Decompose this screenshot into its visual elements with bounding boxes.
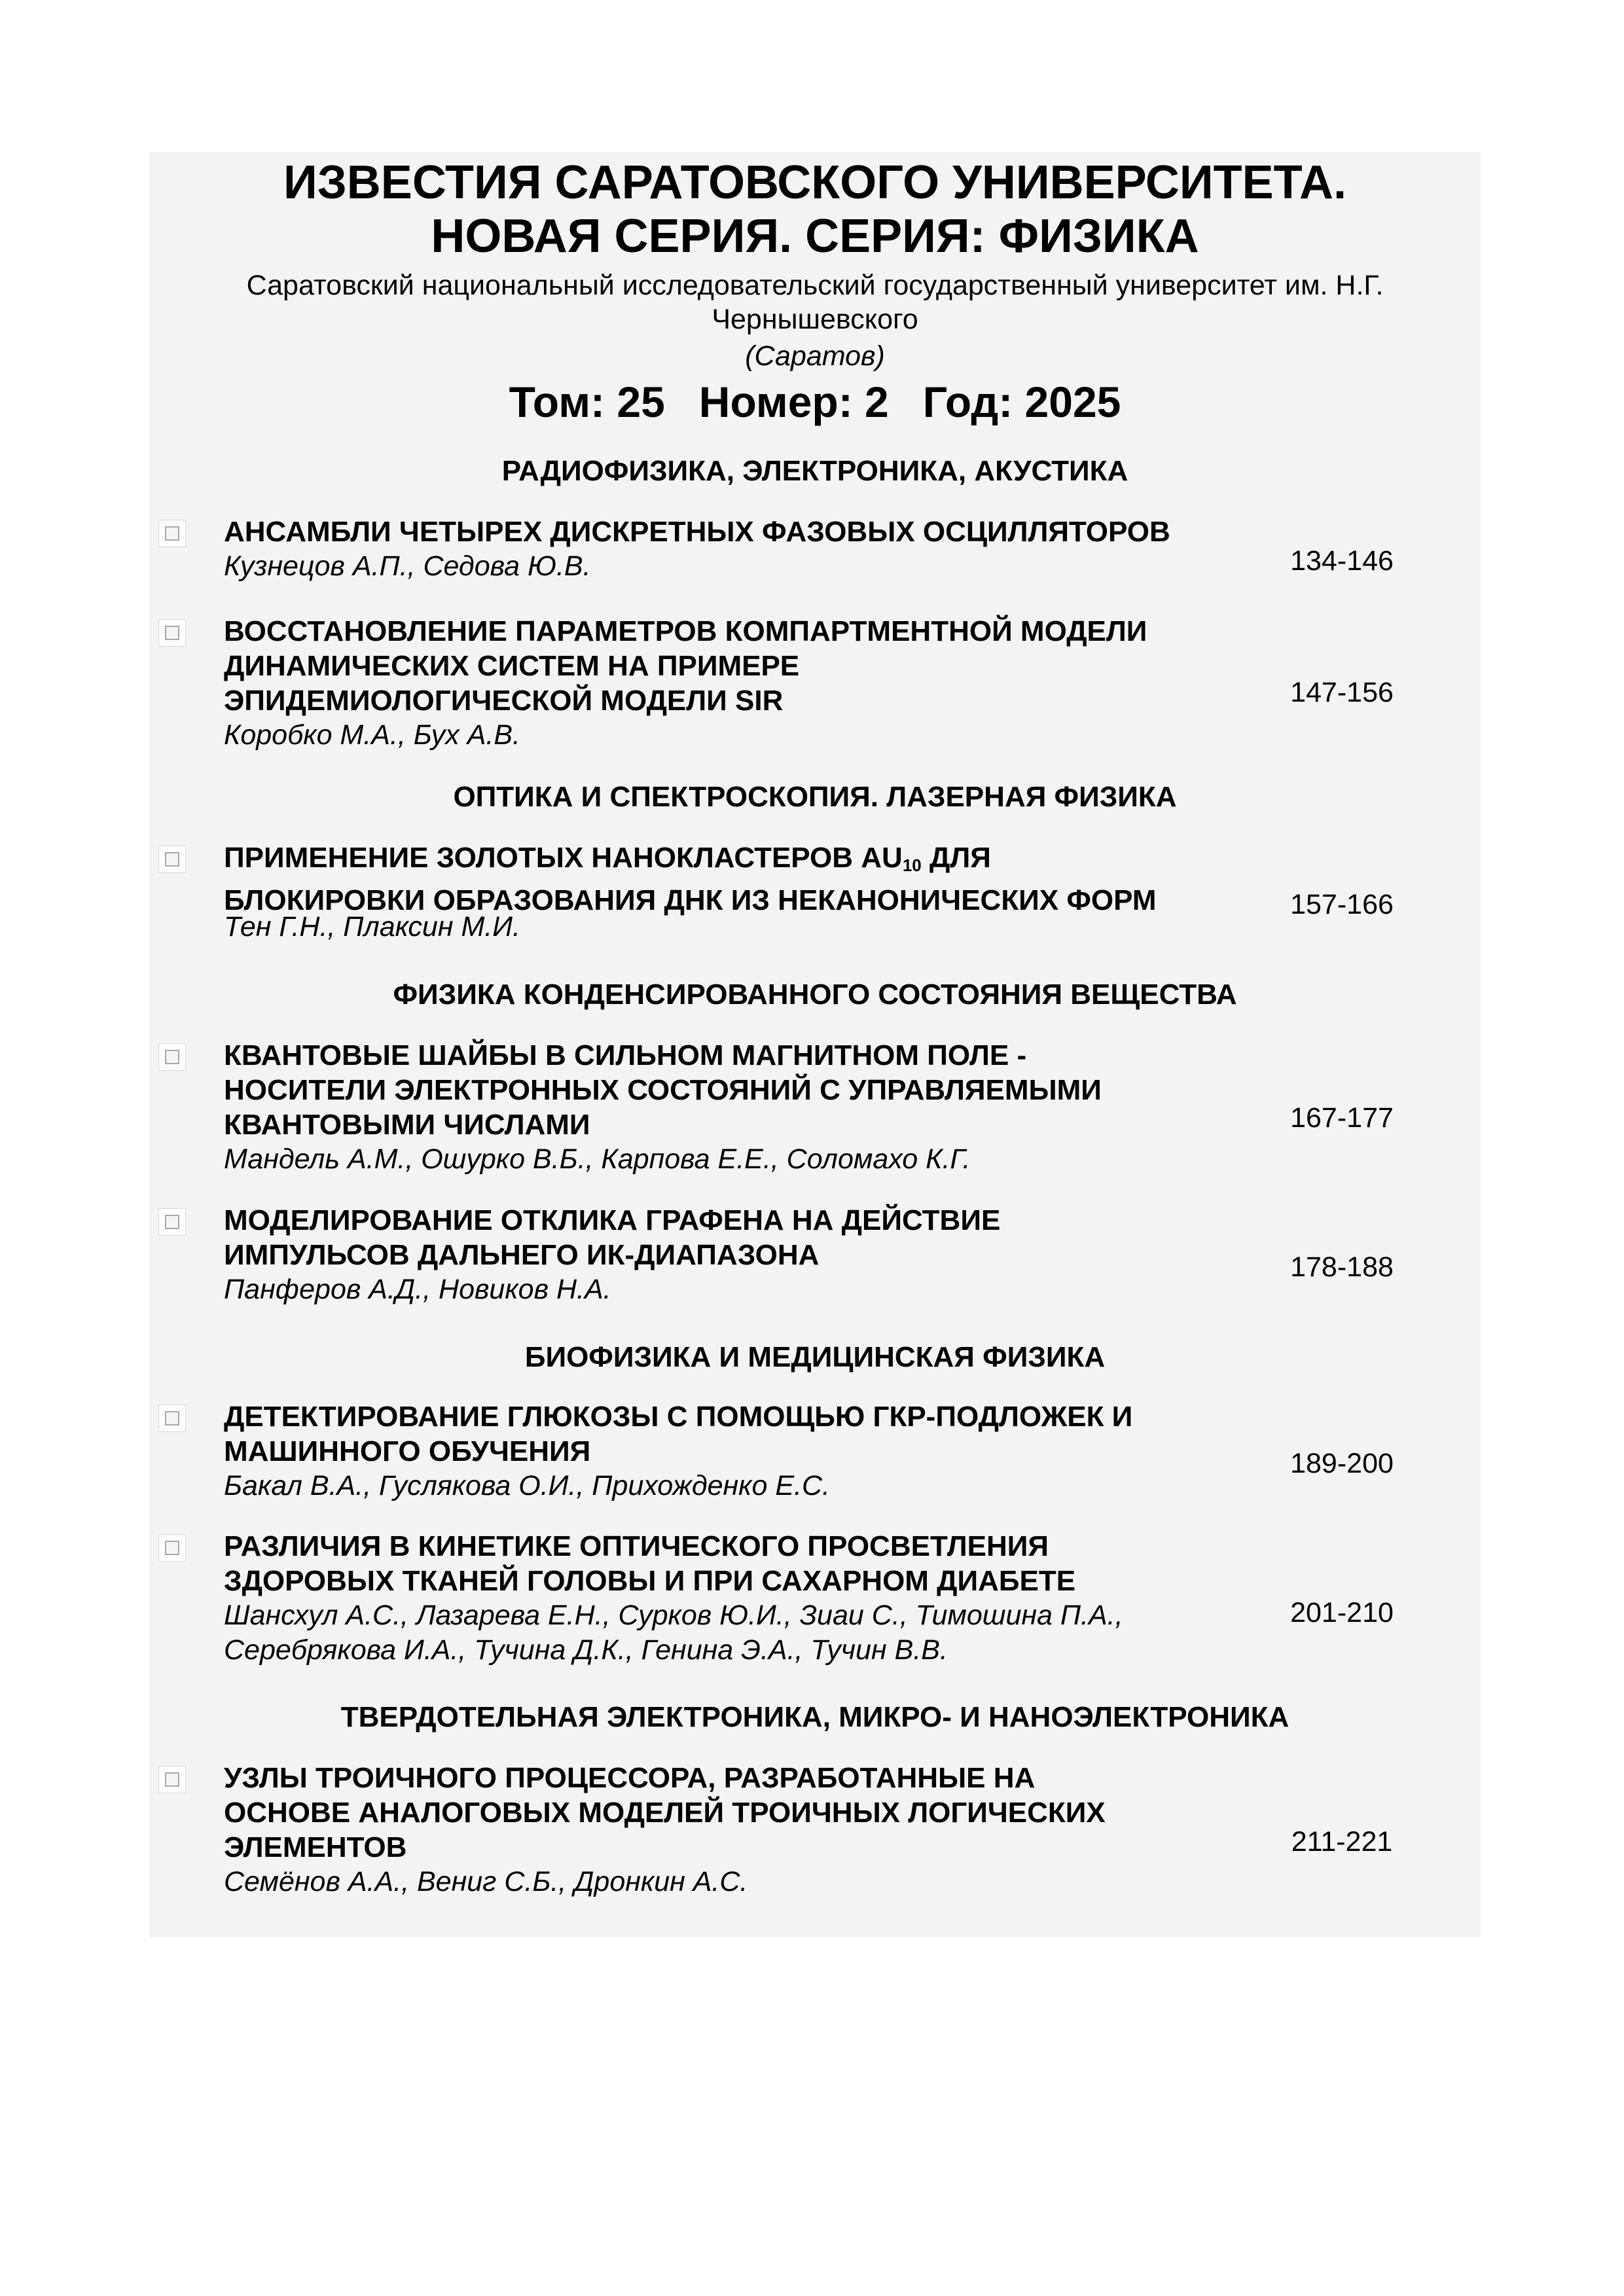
article-authors: [224, 1865, 1245, 1899]
authors-line: Коробко М.А., Бух А.В.: [224, 719, 520, 751]
journal-title: [149, 156, 1481, 263]
article-title-line: ДЕТЕКТИРОВАНИЕ ГЛЮКОЗЫ С ПОМОЩЬЮ ГКР-ПОДЛОЖЕК И: [224, 1401, 1133, 1433]
article-pages: 134-146: [1290, 545, 1394, 577]
article-title-line: ВОССТАНОВЛЕНИЕ ПАРАМЕТРОВ КОМПАРТМЕНТНОЙ МОДЕЛИ: [224, 615, 1147, 647]
article-checkbox[interactable]: [158, 1043, 186, 1071]
article-title-line: ЭПИДЕМИОЛОГИЧЕСКОЙ МОДЕЛИ SIR: [224, 685, 784, 717]
article-title-line: КВАНТОВЫЕ ШАЙБЫ В СИЛЬНОМ МАГНИТНОМ ПОЛЕ -: [224, 1039, 1027, 1071]
article-title-line: ЗДОРОВЫХ ТКАНЕЙ ГОЛОВЫ И ПРИ САХАРНОМ ДИАБЕТЕ: [224, 1565, 1076, 1597]
article-checkbox[interactable]: [158, 1534, 186, 1562]
volume: Том: 25: [509, 378, 665, 426]
journal-title-line: НОВАЯ СЕРИЯ. СЕРИЯ: ФИЗИКА: [431, 210, 1199, 262]
article-pages: 201-210: [1290, 1597, 1394, 1628]
authors-line: Серебрякова И.А., Тучина Д.К., Генина Э.А., Тучин В.В.: [224, 1634, 948, 1666]
article-checkbox[interactable]: [158, 619, 186, 647]
article-title[interactable]: [224, 1529, 1245, 1598]
article-checkbox[interactable]: [158, 520, 186, 547]
authors-line: Тен Г.Н., Плаксин М.И.: [224, 911, 520, 942]
article-pages: 211-221: [1291, 1826, 1393, 1857]
publisher-city: (Саратов): [745, 340, 885, 372]
article-authors: [224, 1469, 1245, 1503]
authors-line: Семёнов А.А., Вениг С.Б., Дронкин А.С.: [224, 1866, 748, 1897]
article-title-line: ЭЛЕМЕНТОВ: [224, 1831, 407, 1863]
article-authors: [224, 1142, 1245, 1177]
article-title-line: АНСАМБЛИ ЧЕТЫРЕХ ДИСКРЕТНЫХ ФАЗОВЫХ ОСЦИЛЛЯТОРОВ: [224, 516, 1170, 548]
journal-title-line: ИЗВЕСТИЯ САРАТОВСКОГО УНИВЕРСИТЕТА.: [283, 156, 1347, 209]
publisher: [149, 268, 1481, 336]
article-authors: [224, 549, 1245, 584]
article-pages: 167-177: [1290, 1102, 1394, 1134]
section-heading: ОПТИКА И СПЕКТРОСКОПИЯ. ЛАЗЕРНАЯ ФИЗИКА: [453, 781, 1177, 813]
article-title-line: ПРИМЕНЕНИЕ ЗОЛОТЫХ НАНОКЛАСТЕРОВ $AU_{10}$ ДЛЯ: [224, 842, 991, 875]
article-title[interactable]: [224, 514, 1245, 549]
section-heading: РАДИОФИЗИКА, ЭЛЕКТРОНИКА, АКУСТИКА: [501, 455, 1128, 487]
article-title-line: НОСИТЕЛИ ЭЛЕКТРОННЫХ СОСТОЯНИЙ С УПРАВЛЯЕМЫМИ: [224, 1074, 1102, 1106]
article-pages: 178-188: [1290, 1251, 1394, 1283]
year: Год: 2025: [922, 378, 1121, 426]
article-title[interactable]: [224, 1203, 1245, 1272]
authors-line: Шансхул А.С., Лазарева Е.Н., Сурков Ю.И., Зиаи С., Тимошина П.А.,: [224, 1600, 1123, 1631]
article-checkbox[interactable]: [158, 1208, 186, 1236]
contents-panel: [149, 152, 1481, 1937]
article-checkbox[interactable]: [158, 1766, 186, 1793]
issue-number: Номер: 2: [698, 378, 889, 426]
article-title-line: МАШИННОГО ОБУЧЕНИЯ: [224, 1435, 591, 1467]
publisher-line: Саратовский национальный исследовательский государственный университет им. Н.Г.: [246, 270, 1384, 301]
article-authors: [224, 910, 1245, 944]
article-title[interactable]: [224, 614, 1245, 718]
article-checkbox[interactable]: [158, 846, 186, 873]
article-title-line: ОСНОВЕ АНАЛОГОВЫХ МОДЕЛЕЙ ТРОИЧНЫХ ЛОГИЧЕСКИХ: [224, 1797, 1106, 1829]
section-heading: ФИЗИКА КОНДЕНСИРОВАННОГО СОСТОЯНИЯ ВЕЩЕСТВА: [393, 978, 1237, 1011]
authors-line: Панферов А.Д., Новиков Н.А.: [224, 1274, 611, 1305]
article-title-line: БЛОКИРОВКИ ОБРАЗОВАНИЯ ДНК ИЗ НЕКАНОНИЧЕСКИХ ФОРМ: [224, 884, 1157, 916]
publisher-line: Чернышевского: [712, 304, 918, 335]
article-title-line: ДИНАМИЧЕСКИХ СИСТЕМ НА ПРИМЕРЕ: [224, 650, 800, 682]
authors-line: Кузнецов А.П., Седова Ю.В.: [224, 550, 591, 582]
article-title-line: МОДЕЛИРОВАНИЕ ОТКЛИКА ГРАФЕНА НА ДЕЙСТВИЕ: [224, 1204, 1001, 1236]
article-pages: 147-156: [1290, 677, 1394, 708]
authors-line: Мандель А.М., Ошурко В.Б., Карпова Е.Е., Соломахо К.Г.: [224, 1143, 971, 1175]
article-title[interactable]: [224, 1761, 1245, 1865]
article-pages: 189-200: [1290, 1448, 1394, 1479]
authors-line: Бакал В.А., Гуслякова О.И., Прихожденко Е.С.: [224, 1470, 830, 1501]
article-title-line: КВАНТОВЫМИ ЧИСЛАМИ: [224, 1109, 590, 1141]
article-title[interactable]: [224, 1399, 1245, 1469]
section-heading: БИОФИЗИКА И МЕДИЦИНСКАЯ ФИЗИКА: [524, 1341, 1106, 1373]
article-title-line: ИМПУЛЬСОВ ДАЛЬНЕГО ИК-ДИАПАЗОНА: [224, 1239, 820, 1271]
article-title[interactable]: [224, 840, 1245, 918]
issue-info: [149, 374, 1481, 429]
article-checkbox[interactable]: [158, 1405, 186, 1432]
article-authors: [224, 1272, 1245, 1307]
article-authors: [224, 718, 1245, 753]
article-authors: [224, 1598, 1245, 1668]
article-title-line: РАЗЛИЧИЯ В КИНЕТИКЕ ОПТИЧЕСКОГО ПРОСВЕТЛЕНИЯ: [224, 1530, 1049, 1562]
section-heading: ТВЕРДОТЕЛЬНАЯ ЭЛЕКТРОНИКА, МИКРО- И НАНОЭЛЕКТРОНИКА: [340, 1701, 1290, 1733]
article-title[interactable]: [224, 1038, 1245, 1142]
article-pages: 157-166: [1290, 889, 1394, 920]
article-title-line: УЗЛЫ ТРОИЧНОГО ПРОЦЕССОРА, РАЗРАБОТАННЫЕ НА: [224, 1762, 1036, 1794]
